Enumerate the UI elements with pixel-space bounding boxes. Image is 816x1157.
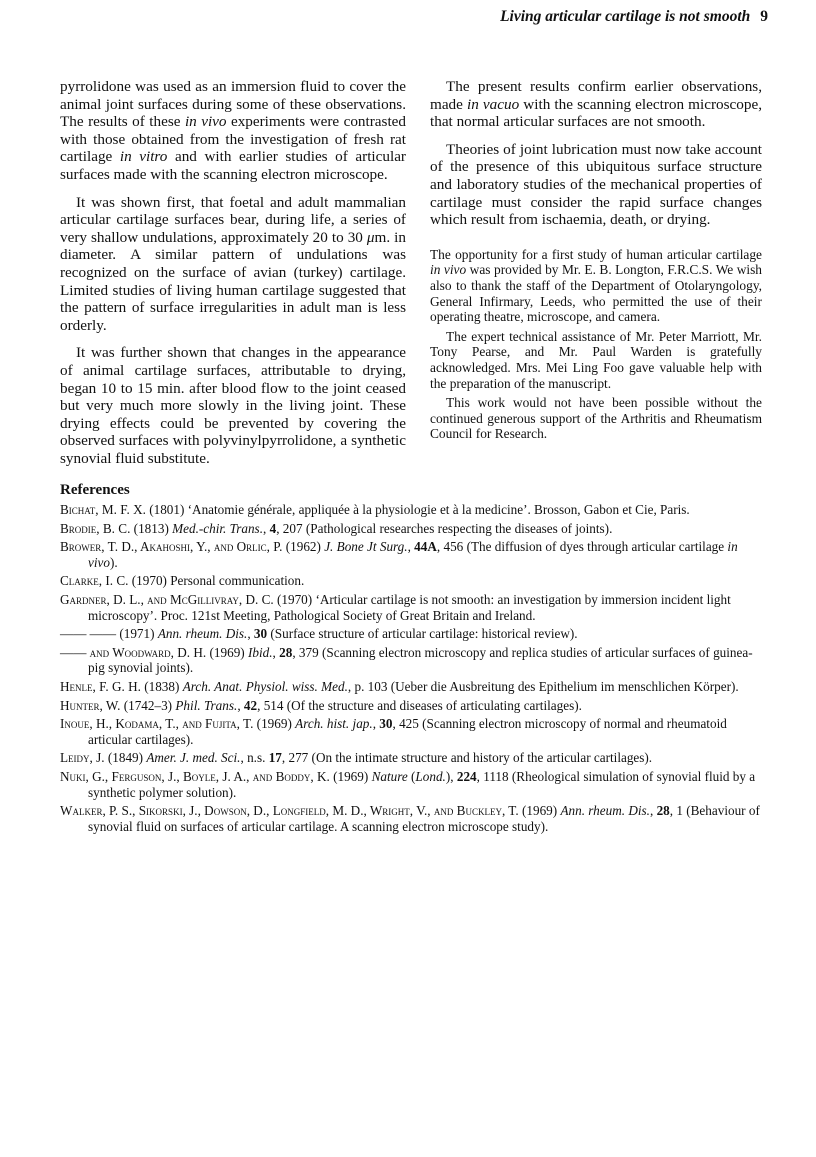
reference-item: Bichat, M. F. X. (1801) ‘Anatomie générale, appliquée à la physiologie et à la medicine’. Brosson, Gabon et Cie, Paris. xyxy=(60,502,690,517)
reference-item: Inoue, H., Kodama, T., and Fujita, T. (1969) Arch. hist. jap., 30, 425 (Scanning electron microscopy of normal and rheumatoid articular cartilages). xyxy=(60,716,727,747)
right-paragraph-1: The present results confirm earlier observations, made in vacuo with the scanning electron microscope, that normal articular surfaces are not smooth. xyxy=(430,78,762,131)
reference-item: Leidy, J. (1849) Amer. J. med. Sci., n.s. 17, 277 (On the intimate structure and history of the articular cartilages). xyxy=(60,750,653,766)
reference-item: Hunter, W. (1742–3) Phil. Trans., 42, 514 (Of the structure and diseases of articulating cartilages). xyxy=(60,697,582,713)
right-paragraph-2: Theories of joint lubrication must now take account of the presence of this ubiquitous surface structure and laboratory studies of the mechanical properties of cartilage must consider the rapid surface changes which result from ischaemia, death, or drying. xyxy=(430,140,762,229)
reference-item: —— —— (1971) Ann. rheum. Dis., 30 (Surface structure of articular cartilage: historical review). xyxy=(60,626,578,642)
reference-item: Gardner, D. L., and McGillivray, D. C. (1970) ‘Articular cartilage is not smooth: an investigation by immersion incident light microscopy’. Proc. 121st Meeting, Pathological Society of Great Britain and Ireland. xyxy=(60,591,731,623)
references-heading: References xyxy=(60,482,130,498)
reference-item: Brower, T. D., Akahoshi, Y., and Orlic, P. (1962) J. Bone Jt Surg., 44A, 456 (The diffusion of dyes through articular cartilage in vivo). xyxy=(60,539,738,570)
ack-paragraph-3: This work would not have been possible without the continued generous support of the Arthritis and Rheumatism Council for Research. xyxy=(430,395,762,442)
running-title: Living articular cartilage is not smooth xyxy=(500,8,751,25)
reference-item: Nuki, G., Ferguson, J., Boyle, J. A., and Boddy, K. (1969) Nature (Lond.), 224, 1118 (Rheological simulation of synovial fluid by a synthetic polymer solution). xyxy=(60,768,756,800)
page-number: 9 xyxy=(760,8,768,25)
reference-item: —— and Woodward, D. H. (1969) Ibid., 28, 379 (Scanning electron microscopy and replica studies of articular surfaces of guinea-pig synovial joints). xyxy=(60,644,753,676)
right-column xyxy=(430,78,762,446)
running-head xyxy=(500,8,768,26)
reference-item: Walker, P. S., Sikorski, J., Dowson, D., Longfield, M. D., Wright, V., and Buckley, T. (1969) Ann. rheum. Dis., 28, 1 (Behaviour of synovial fluid on surfaces of articular cartilage. A scanning electron microscope study). xyxy=(60,803,760,834)
reference-item: Clarke, I. C. (1970) Personal communication. xyxy=(60,573,305,589)
left-paragraph-2: It was shown first, that foetal and adult mammalian articular cartilage surfaces bear, during life, a series of very shallow undulations, approximately 20 to 30 μm. in diameter. A similar pattern of undulations was recognized on the surface of avian (turkey) cartilage. Limited studies of living human cartilage suggested that the pattern of surface irregularities in adult man is less orderly. xyxy=(60,193,406,334)
left-column xyxy=(60,78,406,477)
references-list xyxy=(60,502,760,837)
ack-paragraph-1: The opportunity for a first study of human articular cartilage in vivo was provided by Mr. E. B. Longton, F.R.C.S. We wish also to thank the staff of the Department of Otolaryngology, General Infirmary, Leeds, who permitted the use of their operating theatre, microscope, and camera. xyxy=(430,246,762,325)
left-paragraph-3: It was further shown that changes in the appearance of animal cartilage surfaces, attributable to drying, began 10 to 15 min. after blood flow to the joint ceased but very much more slowly in the living joint. These drying effects could be prevented by covering the observed surfaces with polyvinylpyrrolidone, a synthetic synovial fluid substitute. xyxy=(60,344,406,467)
left-paragraph-1: pyrrolidone was used as an immersion fluid to cover the animal joint surfaces during some of these observations. The results of these in vivo experiments were contrasted with those obtained from the investigation of fresh rat cartilage in vitro and with earlier studies of articular surfaces made with the scanning electron microscope. xyxy=(60,78,406,183)
ack-paragraph-2: The expert technical assistance of Mr. Peter Marriott, Mr. Tony Pearse, and Mr. Paul Warden is gratefully acknowledged. Mrs. Mei Ling Foo gave valuable help with the preparation of the manuscript. xyxy=(430,328,762,391)
reference-item: Brodie, B. C. (1813) Med.-chir. Trans., 4, 207 (Pathological researches respecting the diseases of joints). xyxy=(60,520,613,536)
reference-item: Henle, F. G. H. (1838) Arch. Anat. Physiol. wiss. Med., p. 103 (Ueber die Ausbreitung des Epithelium im menschlichen Körper). xyxy=(60,678,739,694)
acknowledgements xyxy=(430,247,762,442)
